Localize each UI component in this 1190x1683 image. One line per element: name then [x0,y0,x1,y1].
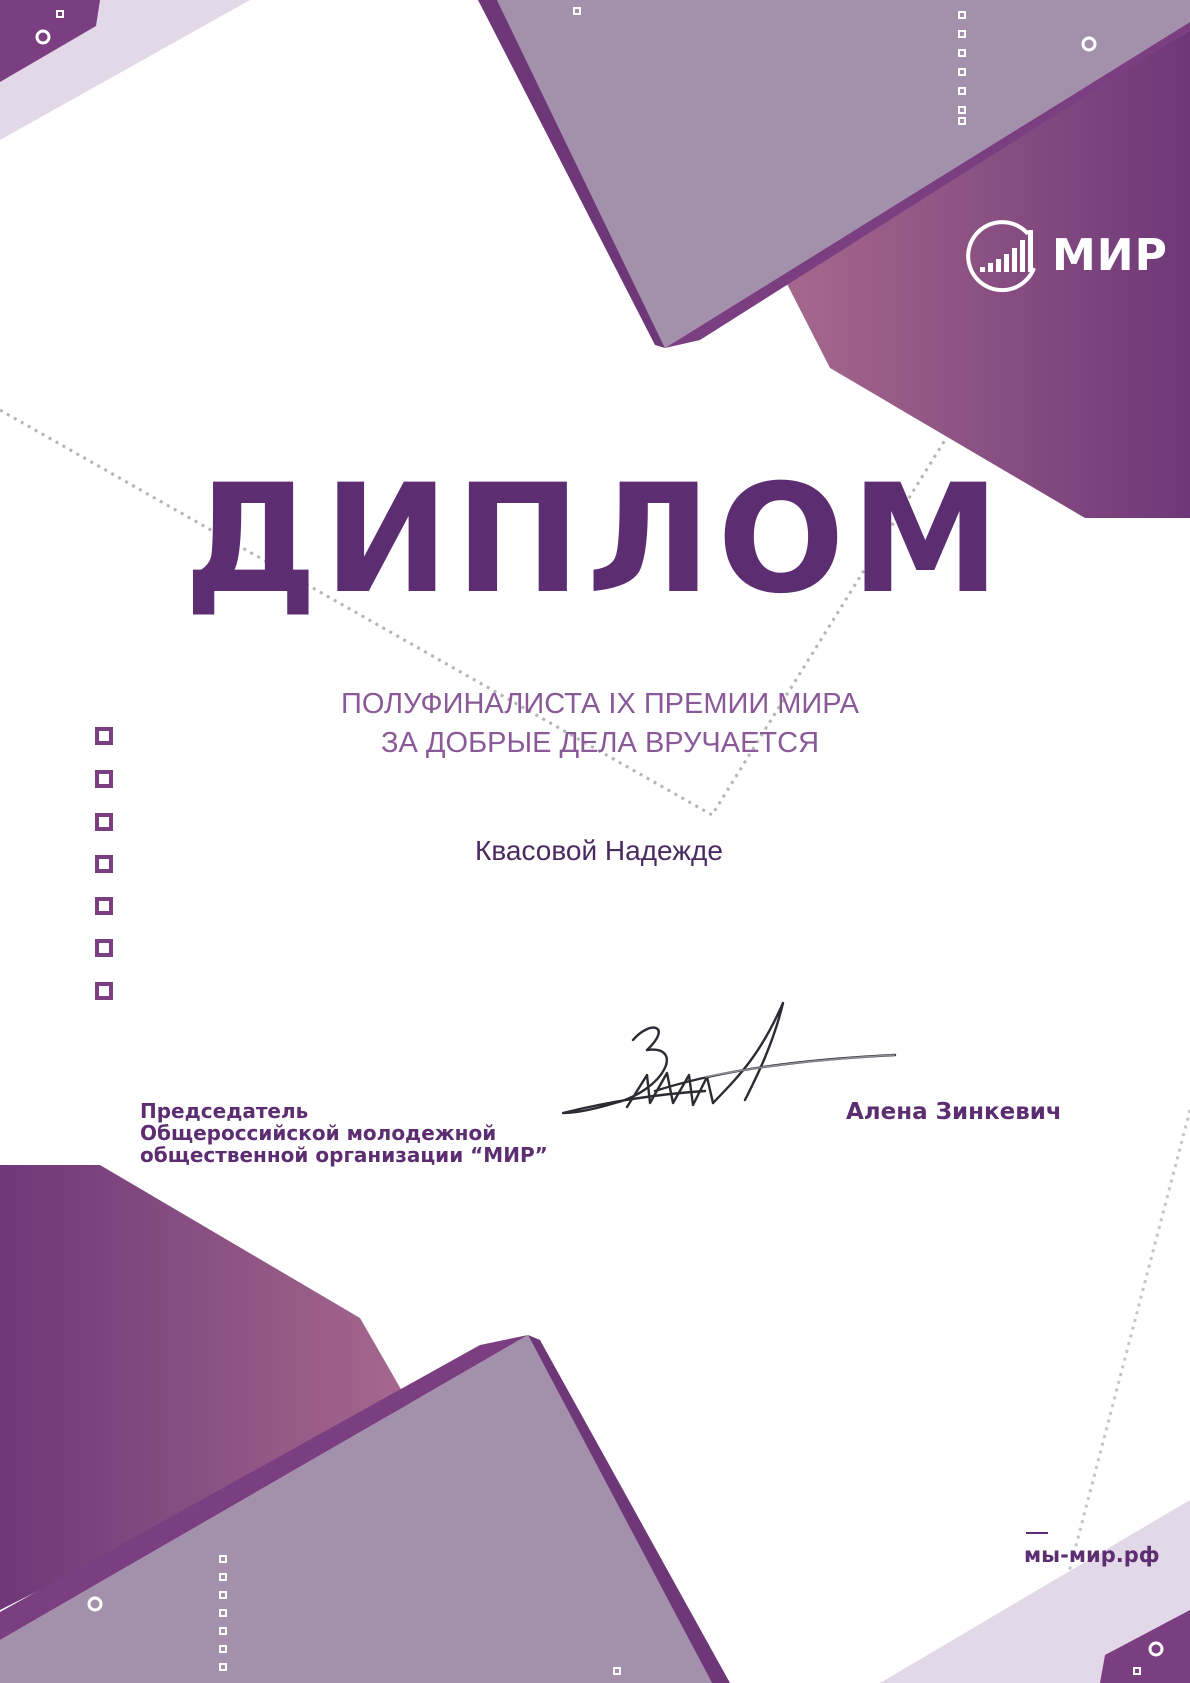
signatory-role-line1: Председатель [140,1099,309,1123]
signal-bars-icon [966,220,1042,296]
signatory-role [140,1100,600,1166]
diploma-title: ДИПЛОМ [183,453,1007,627]
diploma-subtitle-line2: ЗА ДОБРЫЕ ДЕЛА ВРУЧАЕТСЯ [380,727,820,759]
signatory-role-line2: Общероссийской молодежной [140,1121,497,1145]
logo-text: МИР [1052,230,1168,281]
diploma-subtitle-line1: ПОЛУФИНАЛИСТА IX ПРЕМИИ МИРА [340,688,860,720]
signatory-name: Алена Зинкевич [846,1099,1062,1125]
website-link[interactable]: мы-мир.рф [1024,1543,1160,1567]
recipient-name: Квасовой Надежде [475,835,723,866]
website-dash [1026,1532,1048,1534]
handwritten-signature [555,995,905,1155]
signatory-role-line3: общественной организации “МИР” [140,1143,548,1167]
